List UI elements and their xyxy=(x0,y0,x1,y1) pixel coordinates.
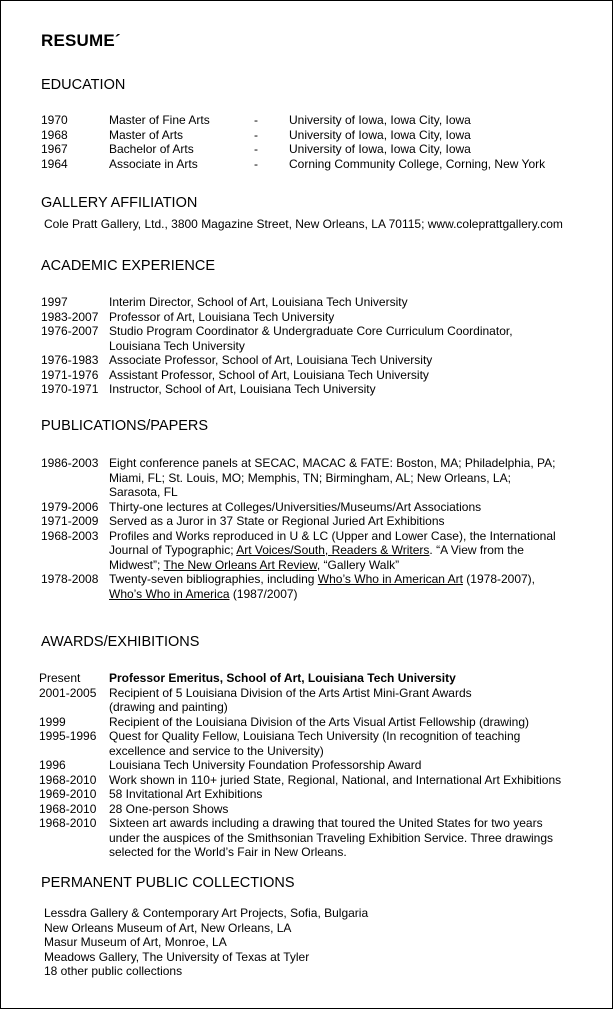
publication-year: 1978-2008 xyxy=(41,572,99,586)
publications-heading: PUBLICATIONS/PAPERS xyxy=(41,418,209,434)
award-line: excellence and service to the University) xyxy=(109,743,324,758)
academic-list xyxy=(41,295,582,397)
education-school: University of Iowa, Iowa City, Iowa xyxy=(289,142,471,156)
academic-desc: Professor of Art, Louisiana Tech University xyxy=(109,309,335,324)
publication-text: Twenty-seven bibliographies, including xyxy=(109,572,318,586)
collection-item: New Orleans Museum of Art, New Orleans, LA xyxy=(44,920,292,935)
publication-line xyxy=(109,558,582,573)
academic-desc: Associate Professor, School of Art, Louisiana Tech University xyxy=(109,353,433,367)
academic-desc xyxy=(109,324,582,353)
academic-year: 1976-2007 xyxy=(41,324,99,338)
award-row xyxy=(39,816,582,860)
award-row xyxy=(39,773,582,788)
publication-line xyxy=(109,572,582,587)
education-school: University of Iowa, Iowa City, Iowa xyxy=(289,113,471,127)
academic-heading: ACADEMIC EXPERIENCE xyxy=(41,258,216,274)
collection-item: Lessdra Gallery & Contemporary Art Projects, Sofia, Bulgaria xyxy=(44,906,369,920)
award-desc: 58 Invitational Art Exhibitions xyxy=(109,787,263,801)
education-row xyxy=(41,157,582,172)
publication-line: Miami, FL; St. Louis, MO; Memphis, TN; Birmingham, AL; New Orleans, LA; xyxy=(109,470,511,485)
publication-desc xyxy=(109,529,582,573)
academic-row xyxy=(41,310,582,325)
publication-year: 1986-2003 xyxy=(41,456,99,470)
award-year: 1968-2010 xyxy=(39,801,97,816)
education-degree: Master of Arts xyxy=(109,127,184,142)
academic-desc: Instructor, School of Art, Louisiana Tech University xyxy=(109,382,376,396)
award-row xyxy=(39,671,582,686)
education-dash: - xyxy=(254,127,258,142)
award-desc xyxy=(109,729,582,758)
education-row xyxy=(41,128,582,143)
academic-row xyxy=(41,382,582,397)
award-line: selected for the World’s Fair in New Orleans. xyxy=(109,845,347,859)
education-row xyxy=(41,113,582,128)
award-row xyxy=(39,802,582,817)
publication-year: 1968-2003 xyxy=(41,528,99,543)
award-line: Recipient of 5 Louisiana Division of the Arts Artist Mini-Grant Awards xyxy=(109,685,472,700)
academic-row xyxy=(41,353,582,368)
publication-row xyxy=(41,529,582,573)
award-year: 1999 xyxy=(39,714,66,729)
award-row xyxy=(39,758,582,773)
publication-text: Journal of Typographic; xyxy=(109,543,237,557)
publication-text: . “A View from the xyxy=(429,543,524,557)
academic-desc-line: Studio Program Coordinator & Undergraduate Core Curriculum Coordinator, xyxy=(109,324,513,338)
publication-title: Art Voices/South, Readers & Writers xyxy=(236,543,430,557)
publication-text: Midwest”; xyxy=(109,557,164,572)
award-row xyxy=(39,715,582,730)
education-year: 1968 xyxy=(41,127,68,142)
page-title: RESUME´ xyxy=(41,31,121,50)
gallery-text: Cole Pratt Gallery, Ltd., 3800 Magazine Street, New Orleans, LA 70115; www.coleprattgallery.com xyxy=(44,217,563,231)
award-desc: Louisiana Tech University Foundation Professorship Award xyxy=(109,758,422,772)
award-year: 2001-2005 xyxy=(39,685,97,700)
award-year: 1996 xyxy=(39,758,66,772)
academic-row xyxy=(41,295,582,310)
education-year: 1964 xyxy=(41,156,68,171)
award-desc: 28 One-person Shows xyxy=(109,801,229,816)
publication-title: Who’s Who in American Art xyxy=(317,572,463,586)
publication-line: Sarasota, FL xyxy=(109,485,178,499)
academic-year: 1983-2007 xyxy=(41,309,99,324)
education-year: 1970 xyxy=(41,113,68,127)
award-year: 1968-2010 xyxy=(39,816,97,830)
publication-text: (1978-2007), xyxy=(462,572,536,586)
publication-row xyxy=(41,572,582,601)
academic-year: 1997 xyxy=(41,295,68,309)
awards-heading: AWARDS/EXHIBITIONS xyxy=(41,634,200,650)
gallery-heading: GALLERY AFFILIATION xyxy=(41,195,198,211)
award-desc: Recipient of the Louisiana Division of the Arts Visual Artist Fellowship (drawing) xyxy=(109,714,529,729)
education-dash: - xyxy=(254,156,258,171)
award-row xyxy=(39,686,582,715)
award-desc: Professor Emeritus, School of Art, Louisiana Tech University xyxy=(109,671,456,685)
award-line: (drawing and painting) xyxy=(109,700,228,714)
publications-list xyxy=(41,456,582,601)
publication-desc xyxy=(109,456,582,500)
publication-line xyxy=(109,587,582,602)
academic-desc: Interim Director, School of Art, Louisiana Tech University xyxy=(109,295,408,309)
academic-year: 1971-1976 xyxy=(41,367,99,382)
publication-title: Who’s Who in America xyxy=(109,586,230,601)
award-year: 1968-2010 xyxy=(39,772,97,787)
publication-row xyxy=(41,456,582,500)
academic-year: 1970-1971 xyxy=(41,382,99,396)
education-list xyxy=(41,113,582,171)
award-year: 1969-2010 xyxy=(39,787,97,801)
education-degree: Associate in Arts xyxy=(109,156,198,171)
education-row xyxy=(41,142,582,157)
publication-text: , “Gallery Walk” xyxy=(316,557,400,572)
award-desc xyxy=(109,686,582,715)
education-year: 1967 xyxy=(41,142,68,156)
award-year: 1995-1996 xyxy=(39,729,97,743)
publication-line: Profiles and Works reproduced in U & LC (Upper and Lower Case), the International xyxy=(109,528,556,543)
publication-year: 1971-2009 xyxy=(41,514,99,528)
academic-desc: Assistant Professor, School of Art, Louisiana Tech University xyxy=(109,367,429,382)
education-dash: - xyxy=(254,113,258,127)
education-dash: - xyxy=(254,142,258,156)
collection-item: 18 other public collections xyxy=(44,964,183,978)
award-line: under the auspices of the Smithsonian Traveling Exhibition Service. Three drawings xyxy=(109,830,554,845)
publication-title: The New Orleans Art Review xyxy=(163,557,317,572)
education-degree: Master of Fine Arts xyxy=(109,113,210,127)
education-heading: EDUCATION xyxy=(41,77,126,93)
collections-list xyxy=(44,906,582,979)
education-degree: Bachelor of Arts xyxy=(109,142,194,156)
awards-list xyxy=(39,671,582,860)
collections-heading: PERMANENT PUBLIC COLLECTIONS xyxy=(41,875,295,891)
publication-desc: Served as a Juror in 37 State or Regional Juried Art Exhibitions xyxy=(109,514,445,528)
publication-text: (1987/2007) xyxy=(229,586,298,601)
publication-year: 1979-2006 xyxy=(41,499,99,514)
publication-desc xyxy=(109,572,582,601)
education-school: Corning Community College, Corning, New York xyxy=(289,156,546,171)
award-row xyxy=(39,787,582,802)
award-desc xyxy=(109,816,582,860)
publication-line xyxy=(109,543,582,558)
academic-row xyxy=(41,368,582,383)
publication-row xyxy=(41,514,582,529)
collection-item: Masur Museum of Art, Monroe, LA xyxy=(44,935,227,949)
award-line: Sixteen art awards including a drawing that toured the United States for two years xyxy=(109,816,543,830)
academic-year: 1976-1983 xyxy=(41,353,99,367)
academic-desc-line: Louisiana Tech University xyxy=(109,338,245,353)
education-school: University of Iowa, Iowa City, Iowa xyxy=(289,127,471,142)
award-year: Present xyxy=(39,671,81,685)
award-desc: Work shown in 110+ juried State, Regional, National, and International Art Exhibitions xyxy=(109,772,562,787)
award-line: Quest for Quality Fellow, Louisiana Tech University (In recognition of teaching xyxy=(109,729,521,743)
publication-line: Eight conference panels at SECAC, MACAC & FATE: Boston, MA; Philadelphia, PA; xyxy=(109,456,556,470)
award-row xyxy=(39,729,582,758)
publication-desc: Thirty-one lectures at Colleges/Universities/Museums/Art Associations xyxy=(109,499,482,514)
collection-item: Meadows Gallery, The University of Texas at Tyler xyxy=(44,949,310,964)
publication-row xyxy=(41,500,582,515)
academic-row xyxy=(41,324,582,353)
